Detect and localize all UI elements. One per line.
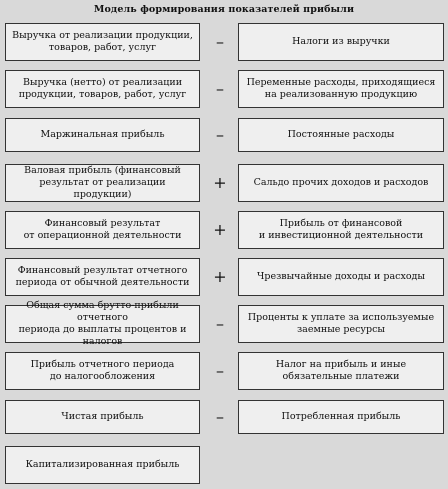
minus-sign: – [216, 407, 224, 426]
plus-sign: + [213, 267, 227, 286]
diagram-title: Модель формирования показателей прибыли [93, 4, 355, 15]
left-box-net-profit: Чистая прибыль [5, 400, 200, 434]
left-box-net-revenue: Выручка (нетто) от реализации продукции, товаров, работ, услуг [5, 70, 200, 108]
minus-sign: – [216, 32, 224, 51]
left-box-marginal-profit: Маржинальная прибыль [5, 118, 200, 152]
final-box-capitalized-profit: Капитализированная прибыль [5, 446, 200, 484]
right-box-revenue-taxes: Налоги из выручки [238, 23, 444, 61]
minus-sign: – [216, 125, 224, 144]
right-box-other-income-balance: Сальдо прочих доходов и расходов [238, 164, 444, 202]
right-box-financial-investment-profit: Прибыль от финансовой и инвестиционной деятельности [238, 211, 444, 249]
right-box-interest-payable: Проценты к уплате за используемые заемные ресурсы [238, 305, 444, 343]
right-box-extraordinary-items: Чрезвычайные доходы и расходы [238, 258, 444, 296]
right-box-variable-costs: Переменные расходы, приходящиеся на реализованную продукцию [238, 70, 444, 108]
minus-sign: – [216, 361, 224, 380]
right-box-consumed-profit: Потребленная прибыль [238, 400, 444, 434]
right-box-income-tax: Налог на прибыль и иные обязательные платежи [238, 352, 444, 390]
left-box-pretax-profit: Прибыль отчетного периода до налогообложения [5, 352, 200, 390]
plus-sign: + [213, 173, 227, 192]
minus-sign: – [216, 79, 224, 98]
left-box-gross-profit: Валовая прибыль (финансовый результат от реализации продукции) [5, 164, 200, 202]
left-box-gross-profit-total: Общая сумма брутто-прибыли отчетного периода до выплаты процентов и налогов [5, 305, 200, 343]
left-box-ordinary-result: Финансовый результат отчетного периода от обычной деятельности [5, 258, 200, 296]
minus-sign: – [216, 314, 224, 333]
right-box-fixed-costs: Постоянные расходы [238, 118, 444, 152]
left-box-operating-result: Финансовый результат от операционной деятельности [5, 211, 200, 249]
left-box-revenue: Выручка от реализации продукции, товаров, работ, услуг [5, 23, 200, 61]
plus-sign: + [213, 220, 227, 239]
